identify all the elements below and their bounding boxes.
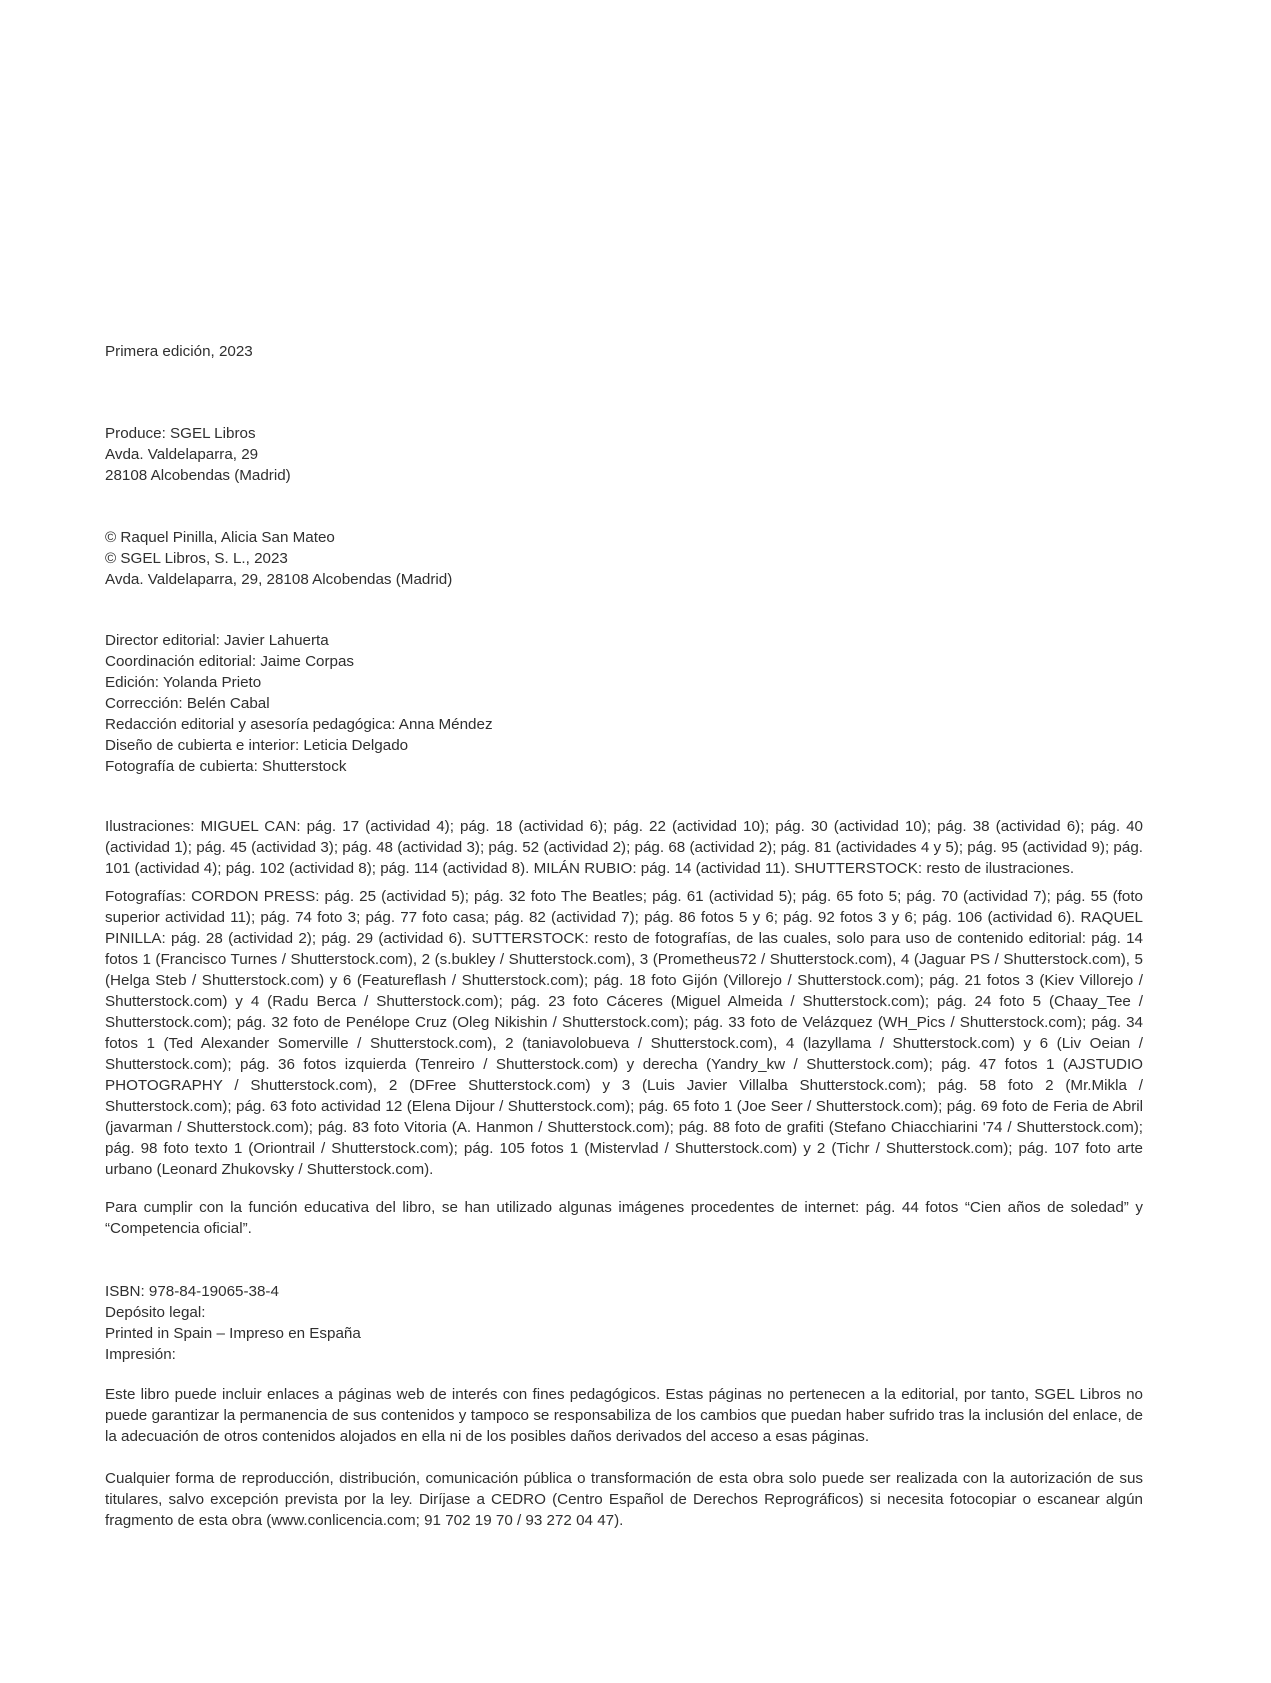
links-disclaimer-block — [105, 1384, 1143, 1447]
credit-line: Coordinación editorial: Jaime Corpas — [105, 653, 355, 670]
credits-block — [105, 630, 1143, 777]
links-disclaimer-paragraph: Este libro puede incluir enlaces a páginas web de interés con fines pedagógicos. Estas páginas no pertenecen a la editorial, por tanto, SGEL Libros no puede garantizar la permanencia de sus contenidos y tampoco se responsabiliza de los cambios que puedan haber sufrido tras la inclusión del enlace, de la adecuación de otros contenidos alojados en ella ni de los posibles daños derivados del acceso a esas páginas. — [105, 1386, 1143, 1445]
credit-line: Director editorial: Javier Lahuerta — [105, 632, 329, 649]
copyright-block — [105, 527, 1143, 590]
credit-line: Corrección: Belén Cabal — [105, 695, 270, 712]
producer-line: Produce: SGEL Libros — [105, 425, 256, 442]
reproduction-notice-paragraph: Cualquier forma de reproducción, distribución, comunicación pública o transformación de esta obra solo puede ser realizada con la autorización de sus titulares, salvo excepción prevista por la ley. Diríjase a CEDRO (Centro Español de Derechos Reprográficos) si necesita fotocopiar o escanear algún fragmento de esta obra (www.conlicencia.com; 91 702 19 70 / 93 272 04 47). — [105, 1470, 1143, 1529]
copyright-line: © SGEL Libros, S. L., 2023 — [105, 550, 288, 567]
illustrations-paragraph: Ilustraciones: MIGUEL CAN: pág. 17 (actividad 4); pág. 18 (actividad 6); pág. 22 (actividad 10); pág. 30 (actividad 10); pág. 38 (actividad 6); pág. 40 (actividad 1); pág. 45 (actividad 3); pág. 48 (actividad 3); pág. 52 (actividad 2); pág. 68 (actividad 2); pág. 81 (actividades 4 y 5); pág. 95 (actividad 9); pág. 101 (actividad 4); pág. 102 (actividad 8); pág. 114 (actividad 8). MILÁN RUBIO: pág. 14 (actividad 11). SHUTTERSTOCK: resto de ilustraciones. — [105, 818, 1143, 877]
producer-line: Avda. Valdelaparra, 29 — [105, 446, 259, 463]
internet-images-paragraph: Para cumplir con la función educativa del libro, se han utilizado algunas imágenes procedentes de internet: pág. 44 fotos “Cien años de soledad” y “Competencia oficial”. — [105, 1199, 1143, 1237]
printed-in-line: Printed in Spain – Impreso en España — [105, 1325, 361, 1342]
credit-line: Redacción editorial y asesoría pedagógica: Anna Méndez — [105, 716, 493, 733]
producer-line: 28108 Alcobendas (Madrid) — [105, 467, 291, 484]
printing-block — [105, 1281, 1143, 1365]
copyright-line: © Raquel Pinilla, Alicia San Mateo — [105, 529, 335, 546]
copyright-line: Avda. Valdelaparra, 29, 28108 Alcobendas (Madrid) — [105, 571, 453, 588]
edition-line: Primera edición, 2023 — [105, 343, 253, 360]
internet-images-block — [105, 1197, 1143, 1239]
edition-block — [105, 341, 1143, 362]
credit-line: Fotografía de cubierta: Shutterstock — [105, 758, 347, 775]
printing-line: Impresión: — [105, 1346, 176, 1363]
photographs-paragraph: Fotografías: CORDON PRESS: pág. 25 (actividad 5); pág. 32 foto The Beatles; pág. 61 (actividad 5); pág. 65 foto 5; pág. 70 (actividad 7); pág. 55 (foto superior actividad 11); pág. 74 foto 3; pág. 77 foto casa; pág. 82 (actividad 7); pág. 86 fotos 5 y 6; pág. 92 fotos 3 y 6; pág. 106 (actividad 6). RAQUEL PINILLA: pág. 28 (actividad 2); pág. 29 (actividad 6). SUTTERSTOCK: resto de fotografías, de las cuales, solo para uso de contenido editorial: pág. 14 fotos 1 (Francisco Turnes / Shutterstock.com), 2 (s.bukley / Shutterstock.com), 3 (Prometheus72 / Shutterstock.com), 4 (Jaguar PS / Shutterstock.com), 5 (Helga Steb / Shutterstock.com) y 6 (Featureflash / Shutterstock.com); pág. 18 foto Gijón (Villorejo / Shutterstock.com); pág. 21 fotos 3 (Kiev Villorejo / Shutterstock.com) y 4 (Radu Berca / Shutterstock.com); pág. 23 foto Cáceres (Miguel Almeida / Shutterstock.com); pág. 24 foto 5 (Chaay_Tee / Shutterstock.com); pág. 32 foto de Penélope Cruz (Oleg Nikishin / Shutterstock.com); pág. 33 foto de Velázquez (WH_Pics / Shutterstock.com); pág. 34 fotos 1 (Ted Alexander Somerville / Shutterstock.com), 2 (taniavolobueva / Shutterstock.com), 4 (lazyllama / Shutterstock.com) y 6 (Liv Oeian / Shutterstock.com); pág. 36 fotos izquierda (Tenreiro / Shutterstock.com) y derecha (Yandry_kw / Shutterstock.com); pág. 47 fotos 1 (AJSTUDIO PHOTOGRAPHY / Shutterstock.com), 2 (DFree Shutterstock.com) y 3 (Luis Javier Villalba Shutterstock.com); pág. 58 foto 2 (Mr.Mikla / Shutterstock.com); pág. 63 foto actividad 12 (Elena Dijour / Shutterstock.com); pág. 65 foto 1 (Joe Seer / Shutterstock.com); pág. 69 foto de Feria de Abril (javarman / Shutterstock.com); pág. 83 foto Vitoria (A. Hanmon / Shutterstock.com); pág. 88 foto de grafiti (Stefano Chiacchiarini '74 / Shutterstock.com); pág. 98 foto texto 1 (Oriontrail / Shutterstock.com); pág. 105 fotos 1 (Mistervlad / Shutterstock.com) y 2 (Tichr / Shutterstock.com); pág. 107 foto arte urbano (Leonard Zhukovsky / Shutterstock.com). — [105, 888, 1143, 1178]
image-credits-block — [105, 816, 1143, 1180]
reproduction-notice-block — [105, 1468, 1143, 1531]
credit-line: Edición: Yolanda Prieto — [105, 674, 262, 691]
isbn-line: ISBN: 978-84-19065-38-4 — [105, 1283, 279, 1300]
legal-deposit-line: Depósito legal: — [105, 1304, 206, 1321]
producer-block — [105, 423, 1143, 486]
credit-line: Diseño de cubierta e interior: Leticia Delgado — [105, 737, 409, 754]
